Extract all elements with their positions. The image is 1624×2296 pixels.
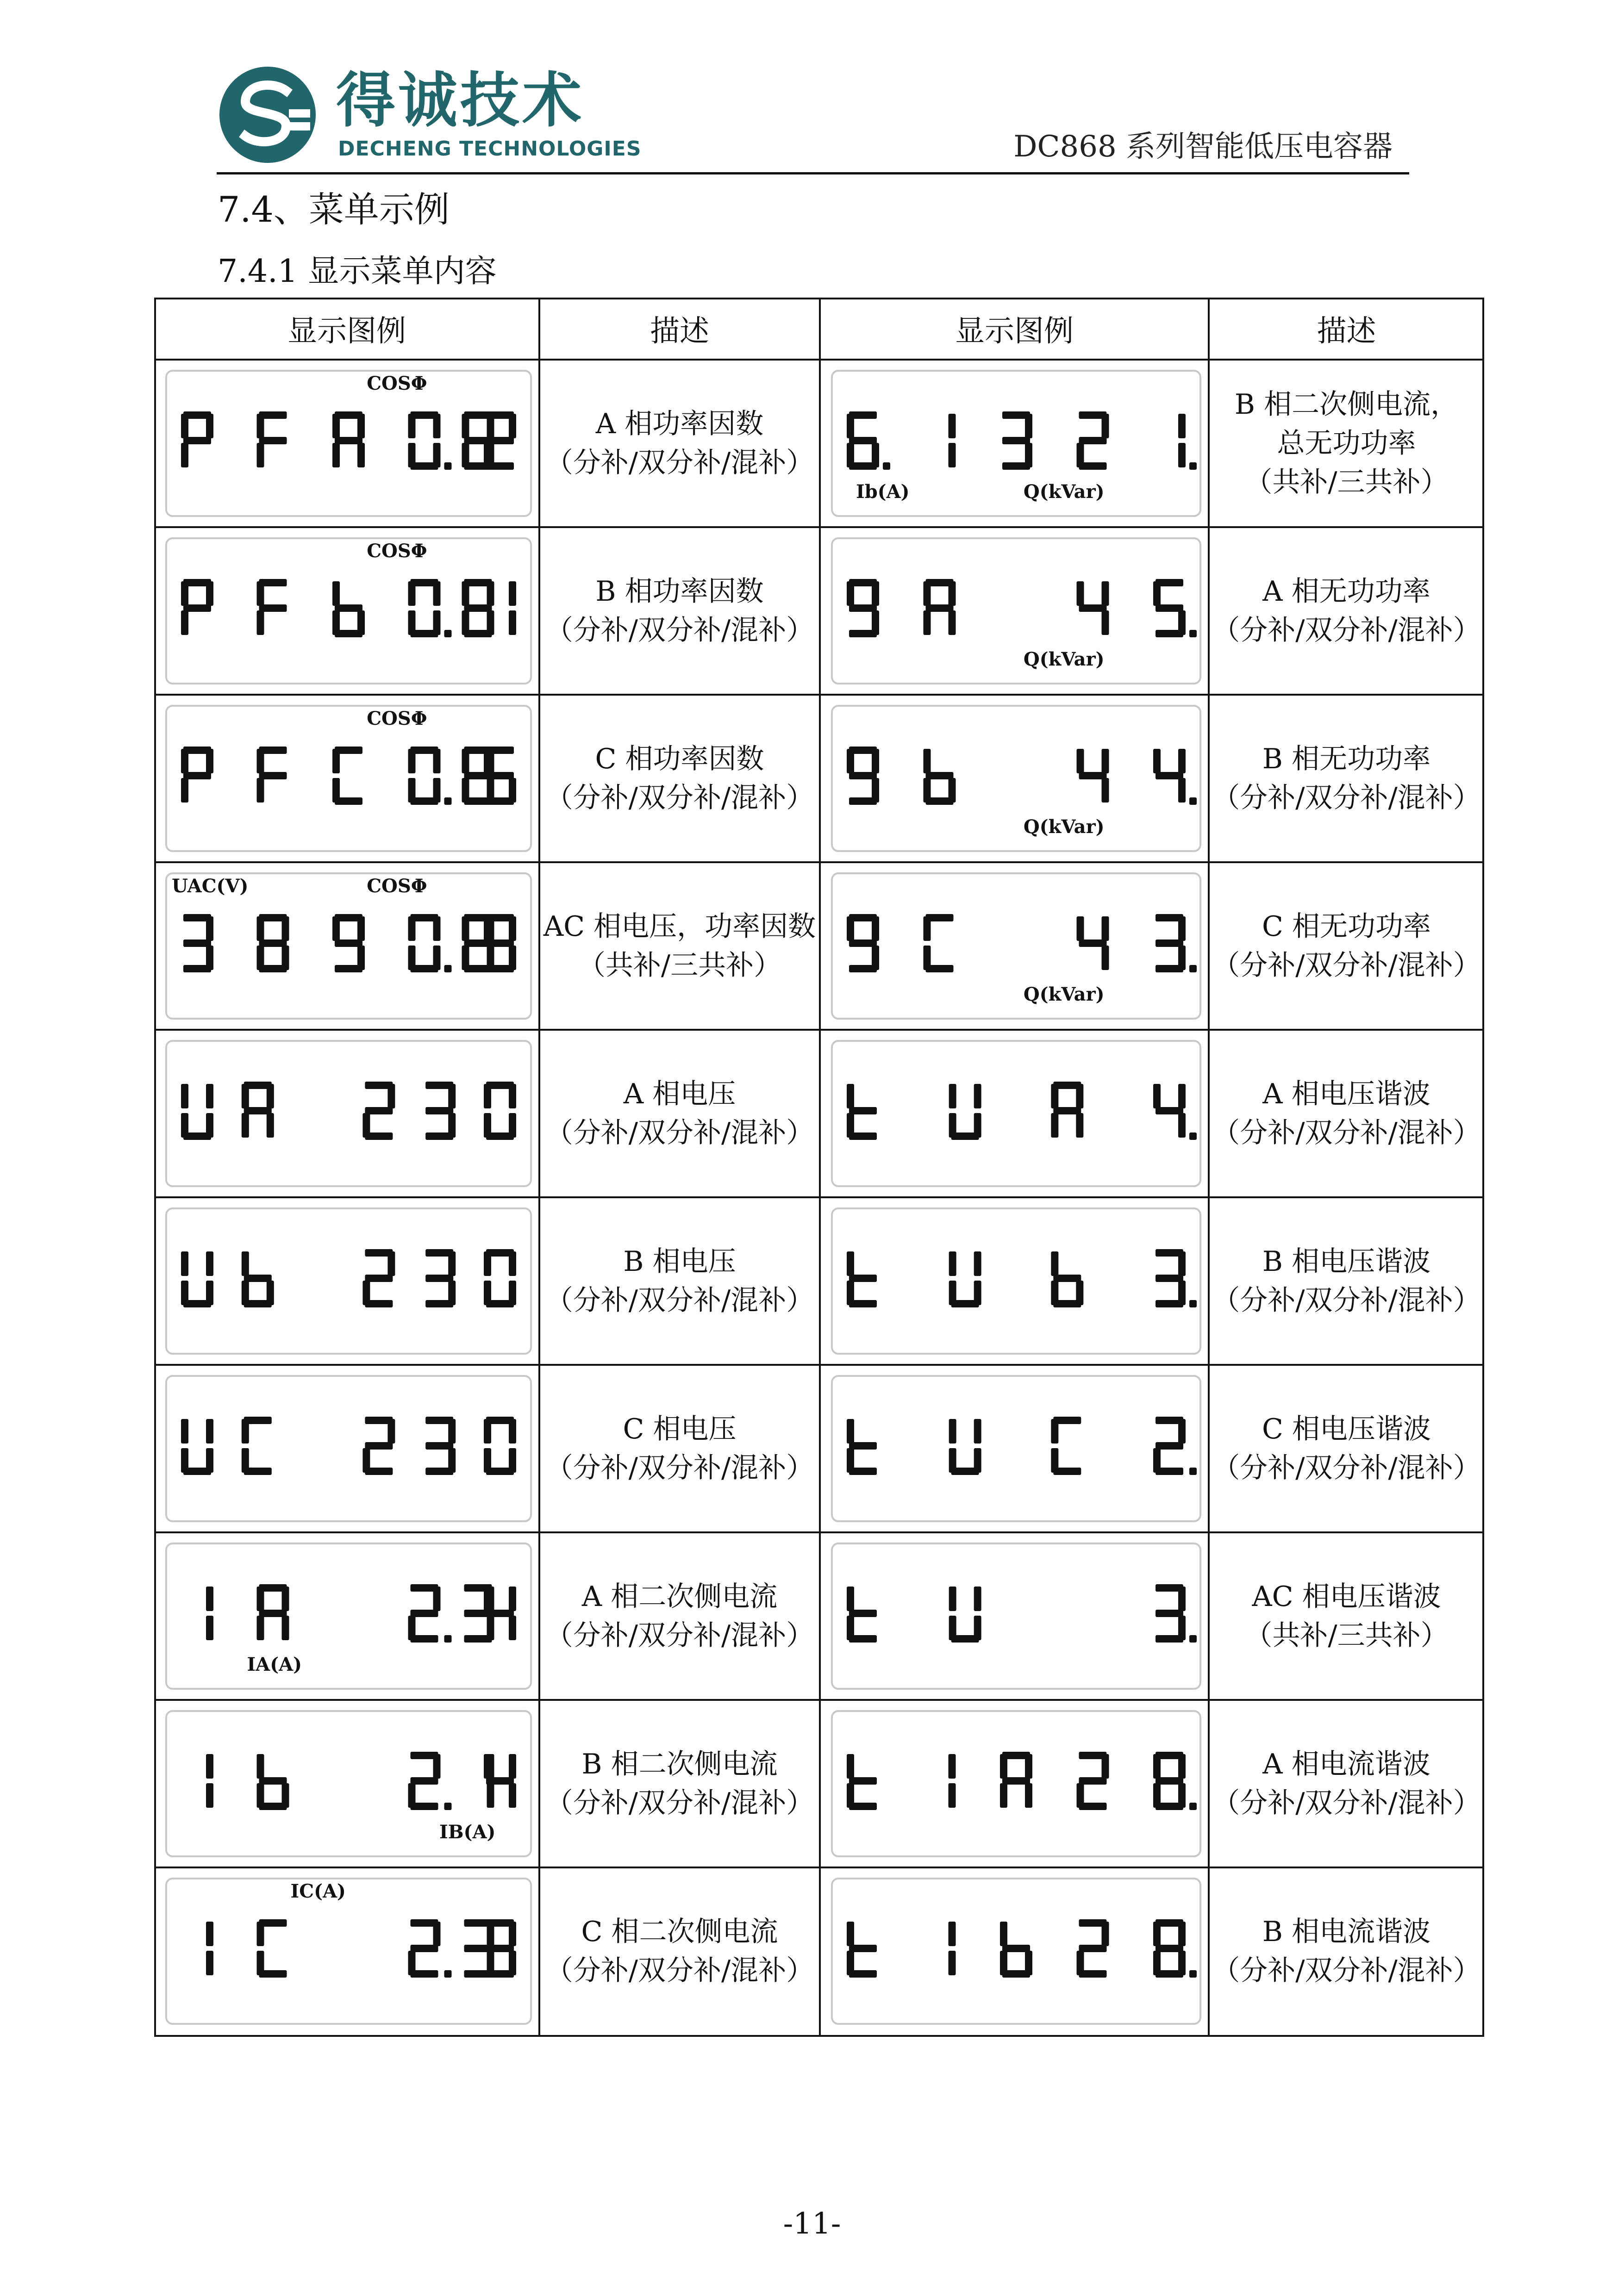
description-line: （分补/双分补/混补） <box>545 1954 814 1987</box>
description-line: B 相二次侧电流， <box>1234 388 1459 421</box>
description-line: （分补/双分补/混补） <box>545 1619 814 1652</box>
lcd-unit-label: Q(kVar) <box>1023 816 1105 838</box>
lcd-display <box>165 872 532 1020</box>
seven-segment-readout <box>833 707 1199 850</box>
lcd-display <box>831 1543 1201 1690</box>
description-line: A 相电压 <box>623 1078 736 1110</box>
lcd-unit-label: Q(kVar) <box>1023 983 1105 1005</box>
table-row <box>154 1197 1484 1365</box>
description-cell <box>1209 1867 1484 2035</box>
description-line: B 相电压谐波 <box>1262 1245 1431 1278</box>
description-line: C 相电压谐波 <box>1262 1413 1431 1445</box>
table-row <box>154 862 1484 1030</box>
lcd-display <box>831 1207 1201 1355</box>
logo-mark-icon <box>217 64 319 166</box>
lcd-unit-label: Q(kVar) <box>1023 648 1105 670</box>
lcd-display <box>831 537 1201 684</box>
description-line: 总无功功率 <box>1277 427 1416 460</box>
seven-segment-readout <box>167 1879 530 2023</box>
table-row <box>154 527 1484 695</box>
lcd-unit-label: COSΦ <box>367 708 427 729</box>
header-cell-display-2: 显示图例 <box>955 314 1074 348</box>
table-row <box>154 695 1484 862</box>
seven-segment-readout <box>167 1377 530 1520</box>
header-cell-desc-1: 描述 <box>650 314 709 348</box>
lcd-display <box>165 370 532 517</box>
description-line: （共补/三共补） <box>577 949 782 982</box>
table-row <box>154 1532 1484 1700</box>
lcd-display <box>831 1878 1201 2025</box>
section-title: 7.4、菜单示例 <box>218 189 450 230</box>
description-line: （分补/双分补/混补） <box>545 1787 814 1819</box>
description-cell <box>539 527 820 695</box>
description-line: AC 相电压谐波 <box>1252 1580 1441 1613</box>
description-line: （分补/双分补/混补） <box>545 1117 814 1149</box>
description-cell <box>539 1197 820 1365</box>
lcd-display <box>831 1040 1201 1187</box>
description-line: B 相无功功率 <box>1262 743 1431 775</box>
header-divider <box>217 172 1409 174</box>
description-line: （分补/双分补/混补） <box>1212 1954 1481 1987</box>
description-cell <box>1209 1030 1484 1197</box>
description-cell <box>1209 527 1484 695</box>
description-line: （分补/双分补/混补） <box>545 614 814 647</box>
seven-segment-readout <box>833 1042 1199 1185</box>
lcd-display <box>831 705 1201 852</box>
lcd-display <box>831 1710 1201 1857</box>
header-cell-desc-2: 描述 <box>1317 314 1376 348</box>
seven-segment-readout <box>833 1209 1199 1353</box>
description-line: B 相电压 <box>623 1245 736 1278</box>
description-line: （分补/双分补/混补） <box>1212 1284 1481 1317</box>
seven-segment-readout <box>833 1879 1199 2023</box>
lcd-unit-label: COSΦ <box>367 540 427 562</box>
company-logo <box>217 59 680 170</box>
description-line: （分补/双分补/混补） <box>545 447 814 479</box>
description-cell <box>539 1365 820 1532</box>
lcd-unit-label: UAC(V) <box>172 875 249 897</box>
description-line: B 相二次侧电流 <box>581 1748 778 1780</box>
description-line: （分补/双分补/混补） <box>545 1452 814 1484</box>
description-cell <box>539 1867 820 2035</box>
description-line: C 相功率因数 <box>595 743 764 775</box>
description-cell <box>539 862 820 1030</box>
description-line: （共补/三共补） <box>1244 466 1449 498</box>
lcd-unit-label: IC(A) <box>290 1880 346 1902</box>
document-title: DC868 系列智能低压电容器 <box>1013 130 1393 164</box>
description-line: （分补/双分补/混补） <box>1212 1117 1481 1149</box>
lcd-display <box>165 1878 532 2025</box>
description-cell <box>1209 360 1484 527</box>
seven-segment-readout <box>833 539 1199 683</box>
lcd-display <box>165 1040 532 1187</box>
description-line: （分补/双分补/混补） <box>1212 949 1481 982</box>
description-cell <box>1209 1532 1484 1700</box>
page-number: -11- <box>783 2207 841 2241</box>
header-cell-display-1: 显示图例 <box>287 314 406 348</box>
description-line: AC 相电压，功率因数 <box>543 910 816 943</box>
lcd-unit-label: Q(kVar) <box>1023 481 1105 503</box>
description-cell <box>1209 862 1484 1030</box>
description-line: B 相电流谐波 <box>1262 1916 1431 1948</box>
lcd-unit-label: IA(A) <box>247 1654 302 1675</box>
description-cell <box>539 360 820 527</box>
section-subtitle: 7.4.1 显示菜单内容 <box>218 253 497 290</box>
description-cell <box>539 1030 820 1197</box>
description-cell <box>539 1700 820 1867</box>
description-line: （共补/三共补） <box>1244 1619 1449 1652</box>
table-row <box>154 1030 1484 1197</box>
description-line: C 相无功功率 <box>1262 910 1431 943</box>
seven-segment-readout <box>167 539 530 683</box>
lcd-display <box>831 872 1201 1020</box>
company-name-cn: 得诚技术 <box>336 66 585 135</box>
description-line: A 相功率因数 <box>595 408 764 440</box>
lcd-unit-label: Ib(A) <box>856 481 910 503</box>
lcd-display <box>165 1375 532 1522</box>
lcd-display <box>165 537 532 684</box>
seven-segment-readout <box>833 874 1199 1018</box>
seven-segment-readout <box>167 1544 530 1688</box>
description-cell <box>1209 695 1484 862</box>
description-cell <box>1209 1365 1484 1532</box>
seven-segment-readout <box>833 1712 1199 1855</box>
company-name-en: DECHENG TECHNOLOGIES <box>338 137 642 161</box>
description-line: A 相无功功率 <box>1262 575 1430 608</box>
table-row <box>154 360 1484 527</box>
description-cell <box>1209 1197 1484 1365</box>
description-cell <box>539 1532 820 1700</box>
description-line: （分补/双分补/混补） <box>1212 614 1481 647</box>
lcd-display <box>831 1375 1201 1522</box>
description-line: A 相电流谐波 <box>1262 1748 1430 1780</box>
seven-segment-readout <box>833 1544 1199 1688</box>
lcd-display <box>165 1543 532 1690</box>
description-cell <box>539 695 820 862</box>
description-line: C 相电压 <box>623 1413 737 1445</box>
description-line: C 相二次侧电流 <box>581 1916 778 1948</box>
seven-segment-readout <box>167 372 530 515</box>
table-row <box>154 1700 1484 1867</box>
display-menu-table <box>154 298 1484 2037</box>
seven-segment-readout <box>833 1377 1199 1520</box>
lcd-display <box>831 370 1201 517</box>
description-cell <box>1209 1700 1484 1867</box>
seven-segment-readout <box>167 1209 530 1353</box>
table-row <box>154 1365 1484 1532</box>
lcd-display <box>165 705 532 852</box>
seven-segment-readout <box>167 1042 530 1185</box>
seven-segment-readout <box>167 707 530 850</box>
description-line: （分补/双分补/混补） <box>1212 1787 1481 1819</box>
description-line: B 相功率因数 <box>595 575 764 608</box>
description-line: （分补/双分补/混补） <box>1212 1452 1481 1484</box>
lcd-display <box>165 1710 532 1857</box>
table-row <box>154 1867 1484 2035</box>
description-line: A 相二次侧电流 <box>581 1580 778 1613</box>
lcd-unit-label: COSΦ <box>367 373 427 394</box>
lcd-unit-label: IB(A) <box>439 1821 496 1843</box>
description-line: A 相电压谐波 <box>1262 1078 1430 1110</box>
description-line: （分补/双分补/混补） <box>545 782 814 814</box>
description-line: （分补/双分补/混补） <box>545 1284 814 1317</box>
description-line: （分补/双分补/混补） <box>1212 782 1481 814</box>
lcd-unit-label: COSΦ <box>367 875 427 897</box>
lcd-display <box>165 1207 532 1355</box>
